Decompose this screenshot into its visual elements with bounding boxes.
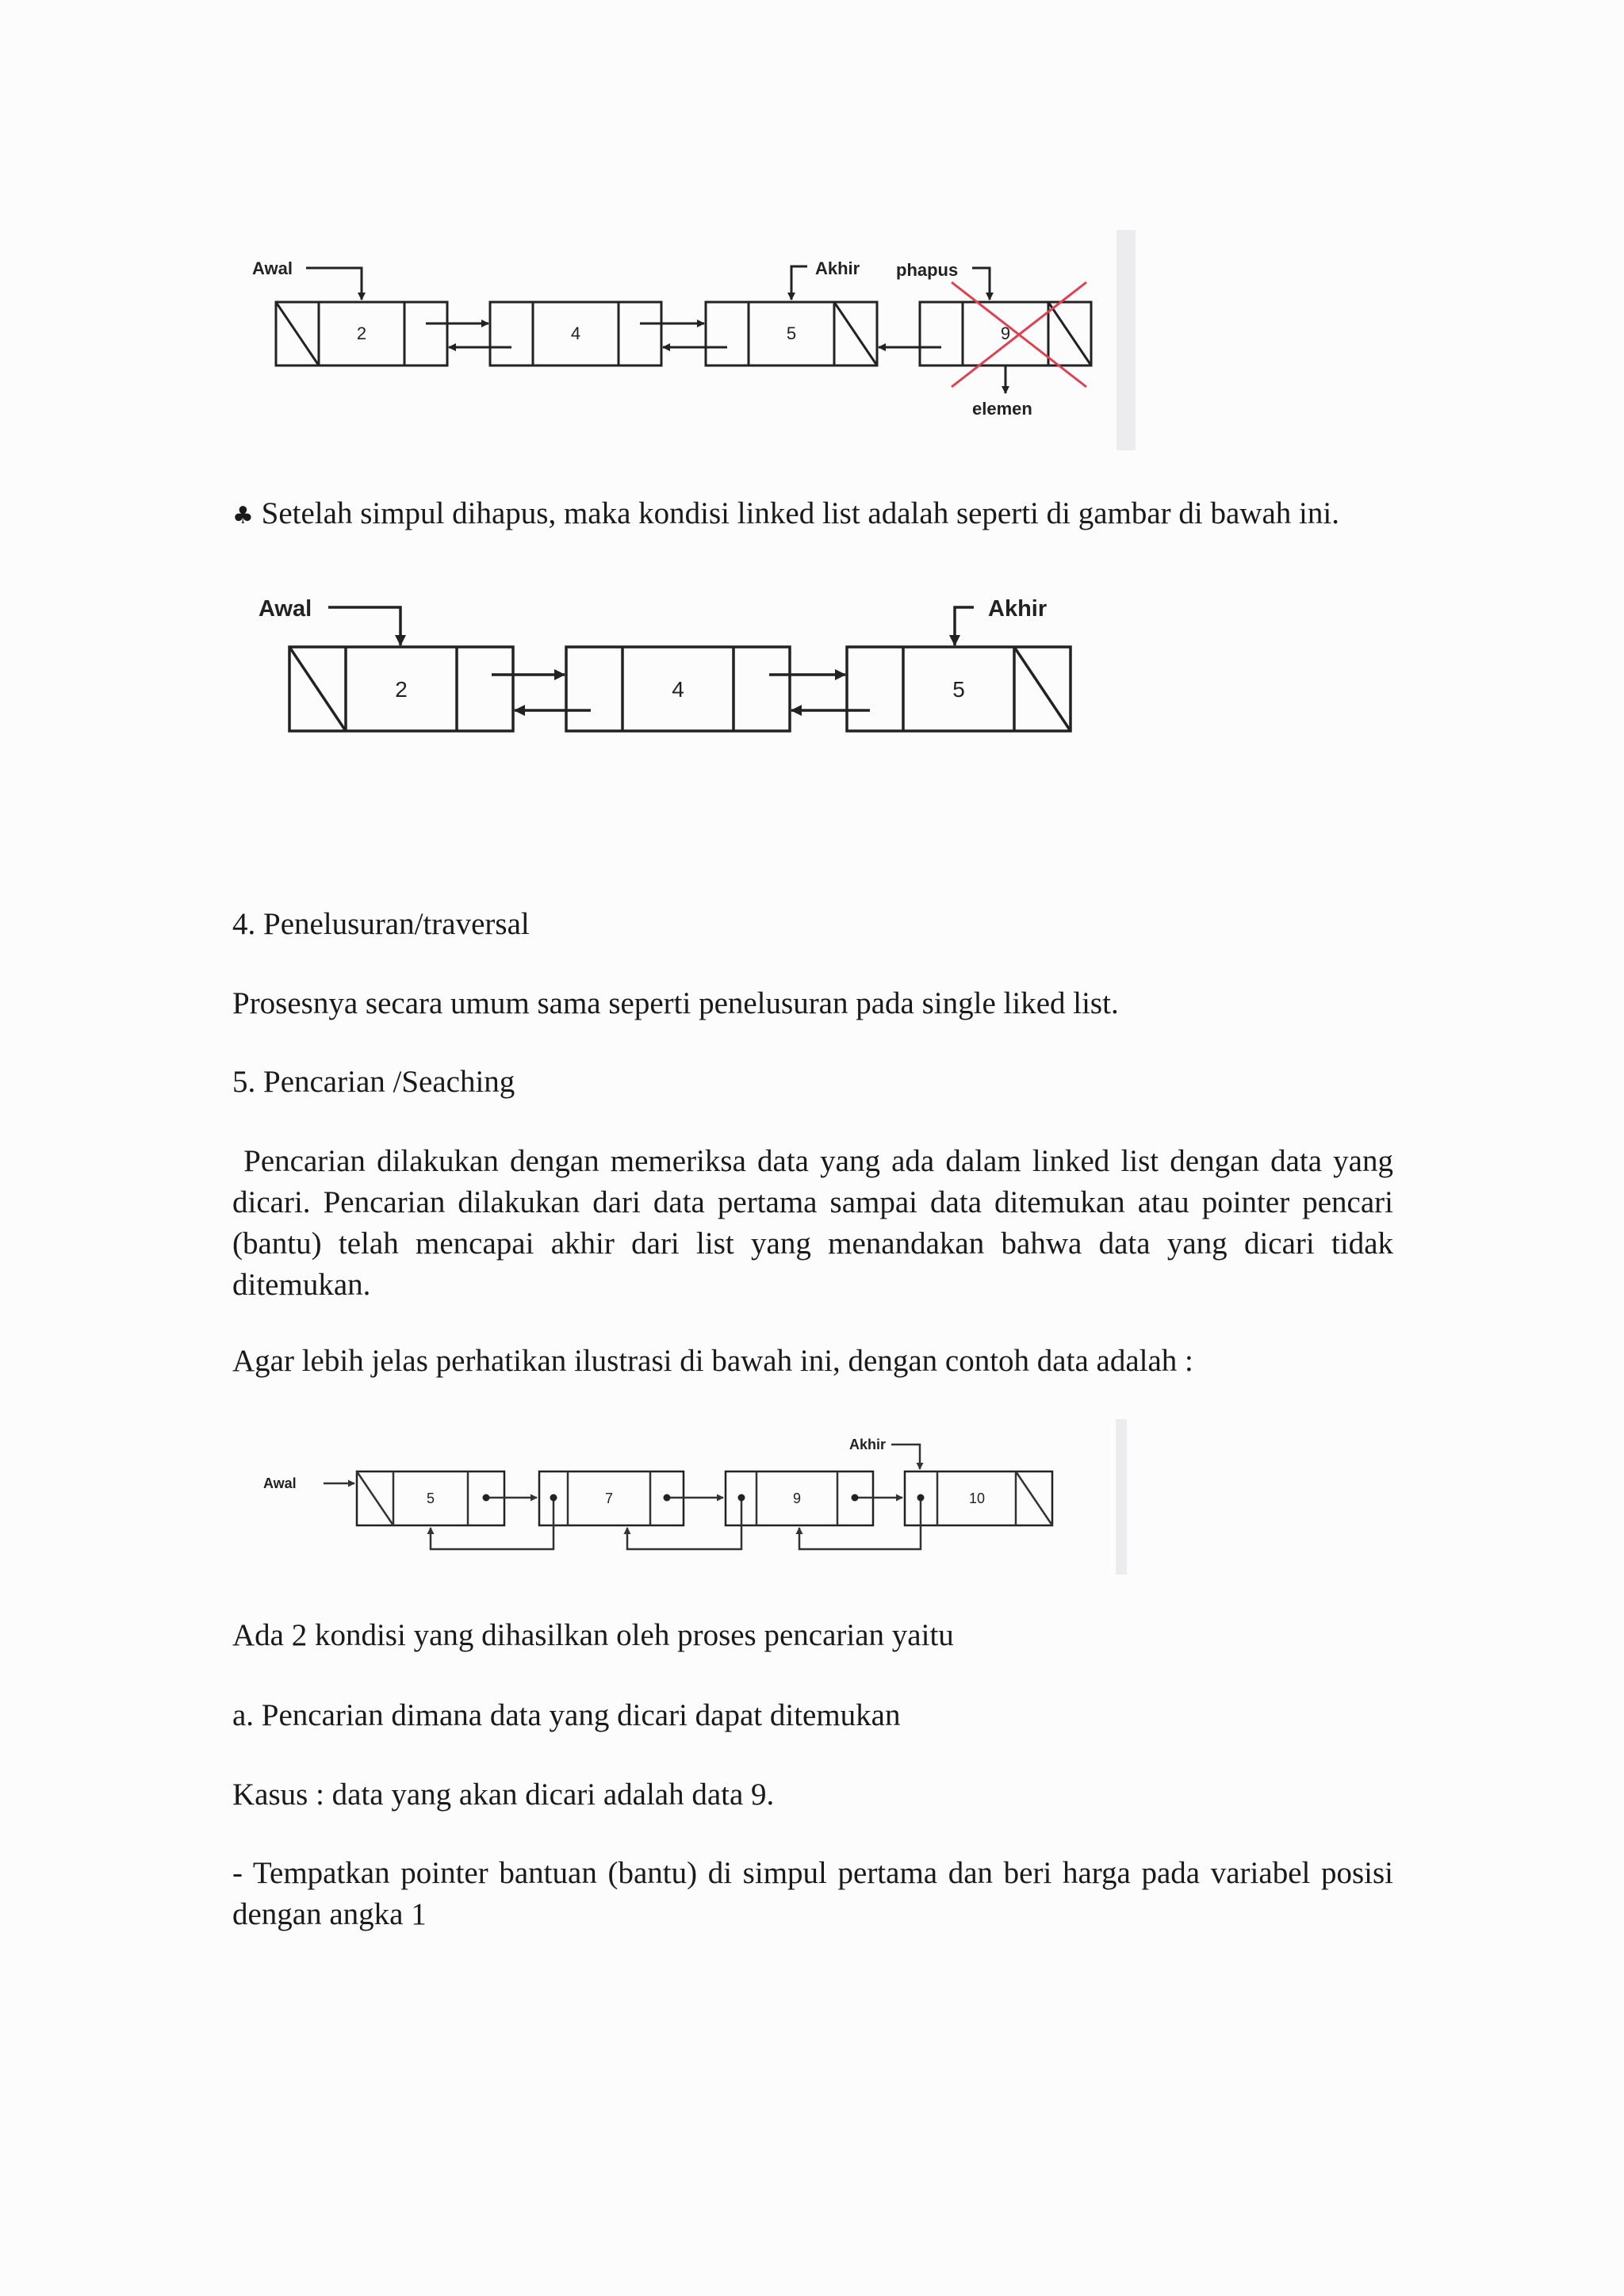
awal-label: Awal (252, 258, 293, 278)
null-pointer-slash (1016, 1471, 1052, 1525)
akhir-label: Akhir (988, 596, 1048, 622)
conditions-intro: Ada 2 kondisi yang dihasilkan oleh proses pencarian yaitu (232, 1618, 954, 1652)
condition-a: a. Pencarian dimana data yang dicari dapat ditemukan (232, 1698, 901, 1732)
section5-body: Pencarian dilakukan dengan memeriksa data yang ada dalam linked list dengan data yang dicari. Pencarian dilakukan dari data pertama sampai data ditemukan atau pointer pencari (bantu) telah mencapai akhir dari list yang menandakan bahwa data yang dicari tidak ditemukan. (232, 1144, 1401, 1302)
null-pointer-slash (357, 1471, 393, 1525)
node-value-3: 9 (792, 1490, 802, 1506)
node-value-3: 5 (952, 677, 965, 702)
awal-label: Awal (263, 1475, 297, 1491)
node-value-1: 2 (395, 677, 408, 702)
section5-heading: 5. Pencarian /Seaching (232, 1065, 515, 1099)
after-delete-text: Setelah simpul dihapus, maka kondisi linked list adalah seperti di gambar di bawah ini. (261, 496, 1339, 530)
node-value-2: 7 (604, 1490, 614, 1506)
node-value-2: 4 (570, 323, 581, 343)
node-value-4: 10 (968, 1490, 986, 1506)
elemen-label: elemen (972, 399, 1032, 419)
section4-heading: 4. Penelusuran/traversal (232, 907, 530, 941)
phapus-label: phapus (896, 260, 959, 280)
step-1-text: - Tempatkan pointer bantuan (bantu) di simpul pertama dan beri harga pada variabel posisi dengan angka 1 (232, 1856, 1393, 1931)
akhir-label: Akhir (815, 258, 860, 278)
node-value-1: 5 (426, 1490, 435, 1506)
kasus-text: Kasus : data yang akan dicari adalah data 9. (232, 1777, 775, 1812)
node-value-3: 5 (786, 323, 797, 343)
node-value-4: 9 (1000, 323, 1011, 343)
node-value-1: 2 (356, 323, 367, 343)
club-bullet-icon: ♣ (232, 502, 254, 530)
akhir-label: Akhir (849, 1437, 887, 1452)
section5-intro: Agar lebih jelas perhatikan ilustrasi di bawah ini, dengan contoh data adalah : (232, 1344, 1193, 1378)
node-value-2: 4 (672, 677, 684, 702)
awal-label: Awal (259, 596, 312, 622)
section4-body: Prosesnya secara umum sama seperti penelusuran pada single liked list. (232, 986, 1119, 1020)
